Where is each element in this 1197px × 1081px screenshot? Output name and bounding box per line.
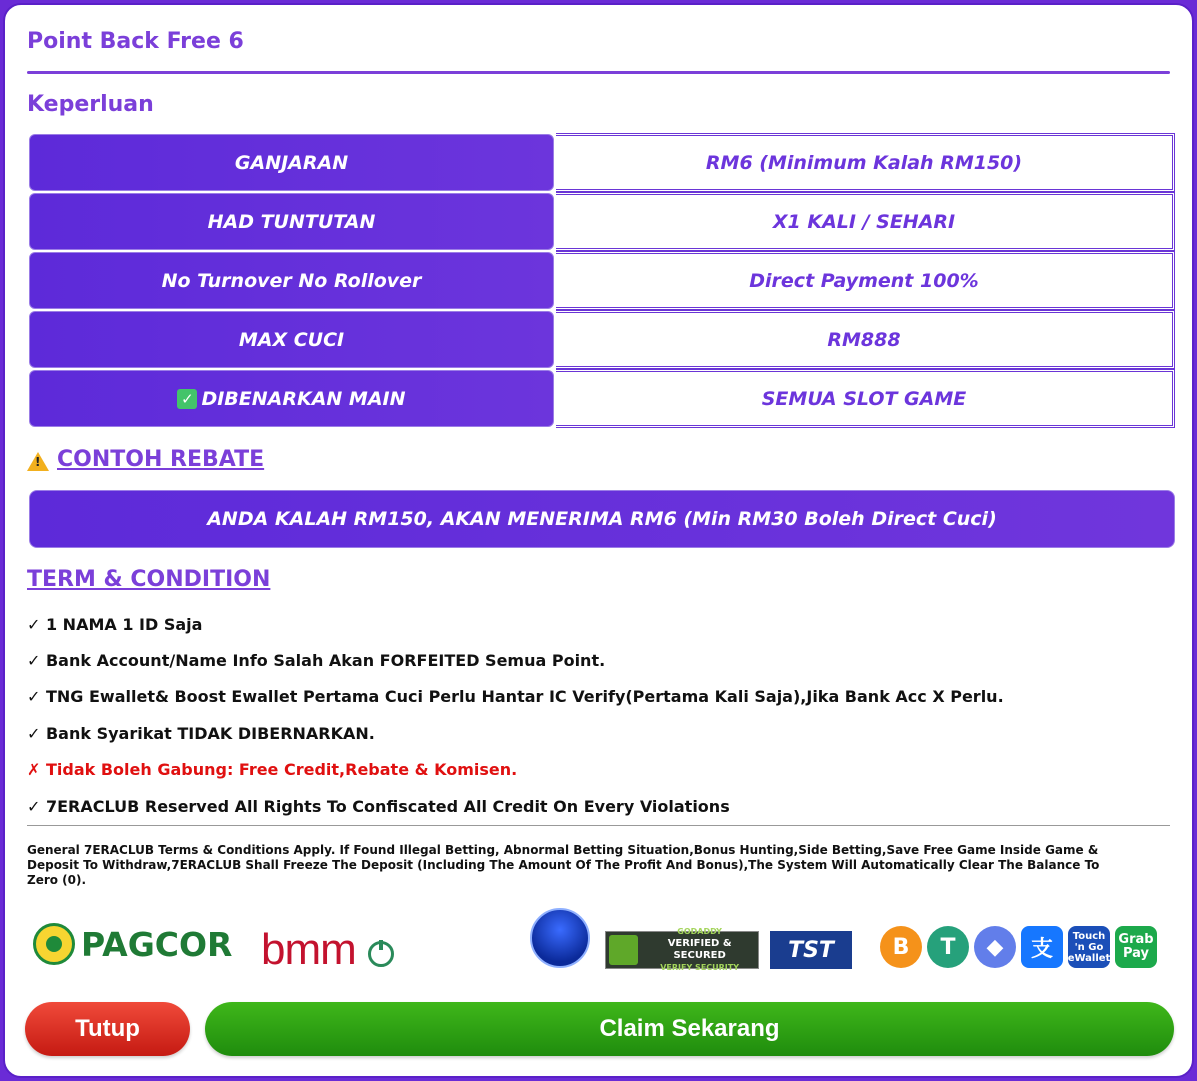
warning-icon: ! [27, 452, 49, 471]
itech-labs-logo [530, 908, 590, 968]
allowed-label-text: DIBENARKAN MAIN [201, 387, 406, 410]
power-icon [368, 941, 394, 967]
title-divider [27, 71, 1170, 74]
terms-divider [27, 825, 1170, 826]
requirements-heading: Keperluan [27, 92, 154, 117]
example-heading-link[interactable] [27, 444, 1170, 474]
rebate-example: ANDA KALAH RM150, AKAN MENERIMA RM6 (Min RM30 Boleh Direct Cuci) [29, 490, 1175, 548]
requirement-value: RM6 (Minimum Kalah RM150) [556, 133, 1175, 192]
term-item: ✓ 7ERACLUB Reserved All Rights To Confiscated All Credit On Every Violations [27, 796, 730, 816]
requirement-value: SEMUA SLOT GAME [556, 369, 1175, 428]
alipay-icon: 支 [1021, 926, 1063, 968]
touch-n-go-icon: Touch 'n Go eWallet [1068, 926, 1110, 968]
requirement-row [27, 251, 1175, 310]
requirement-label: No Turnover No Rollover [29, 252, 554, 309]
requirements-table [27, 133, 1175, 428]
grabpay-icon: Grab Pay [1115, 926, 1157, 968]
term-item: ✓ Bank Syarikat TIDAK DIBERNARKAN. [27, 723, 375, 743]
requirement-label: HAD TUNTUTAN [29, 193, 554, 250]
requirement-value: X1 KALI / SEHARI [556, 192, 1175, 251]
certification-logos [25, 903, 1171, 973]
terms-list [27, 606, 1170, 824]
bitcoin-icon: B [880, 926, 922, 968]
check-icon: ✓ [177, 389, 197, 409]
lock-icon [609, 935, 638, 965]
fine-print: General 7ERACLUB Terms & Conditions Apply. If Found Illegal Betting, Abnormal Betting Situation,Bonus Hunting,Side Betting,Save Free Game Inside Game & Deposit To Withdraw,7ERACLUB Shall Freeze The Deposit (Including The Amount Of The Profit And Bonus),The System Will Automatically Clear The Balance To Zero (0). [27, 843, 1100, 888]
claim-button[interactable]: Claim Sekarang [205, 1002, 1174, 1056]
close-button[interactable]: Tutup [25, 1002, 190, 1056]
modal-title: Point Back Free 6 [27, 29, 244, 54]
tether-icon: T [927, 926, 969, 968]
example-heading-text: CONTOH REBATE [57, 446, 265, 472]
tst-verified-badge: TST [770, 931, 852, 969]
godaddy-badge: GODADDY VERIFIED & SECURED VERIFY SECURITY [605, 931, 759, 969]
terms-heading-link[interactable] [27, 564, 1170, 594]
requirement-value: RM888 [556, 310, 1175, 369]
requirement-label-allowed [29, 370, 554, 427]
bmm-logo: bmm [261, 925, 394, 975]
pagcor-logo: PAGCOR [33, 923, 232, 965]
term-item-warning: ✗ Tidak Boleh Gabung: Free Credit,Rebate & Komisen. [27, 760, 518, 780]
terms-heading-text: TERM & CONDITION [27, 566, 271, 592]
pagcor-seal-icon [33, 923, 75, 965]
requirement-row [27, 310, 1175, 369]
requirement-row [27, 133, 1175, 192]
term-item: ✓ TNG Ewallet& Boost Ewallet Pertama Cuci Perlu Hantar IC Verify(Pertama Kali Saja),Jika Bank Acc X Perlu. [27, 687, 1004, 707]
requirement-label: MAX CUCI [29, 311, 554, 368]
ethereum-icon: ◆ [974, 926, 1016, 968]
requirement-row [27, 369, 1175, 428]
requirement-row [27, 192, 1175, 251]
requirement-label: GANJARAN [29, 134, 554, 191]
requirement-value: Direct Payment 100% [556, 251, 1175, 310]
term-item: ✓ Bank Account/Name Info Salah Akan FORFEITED Semua Point. [27, 651, 606, 671]
term-item: ✓ 1 NAMA 1 ID Saja [27, 614, 203, 634]
